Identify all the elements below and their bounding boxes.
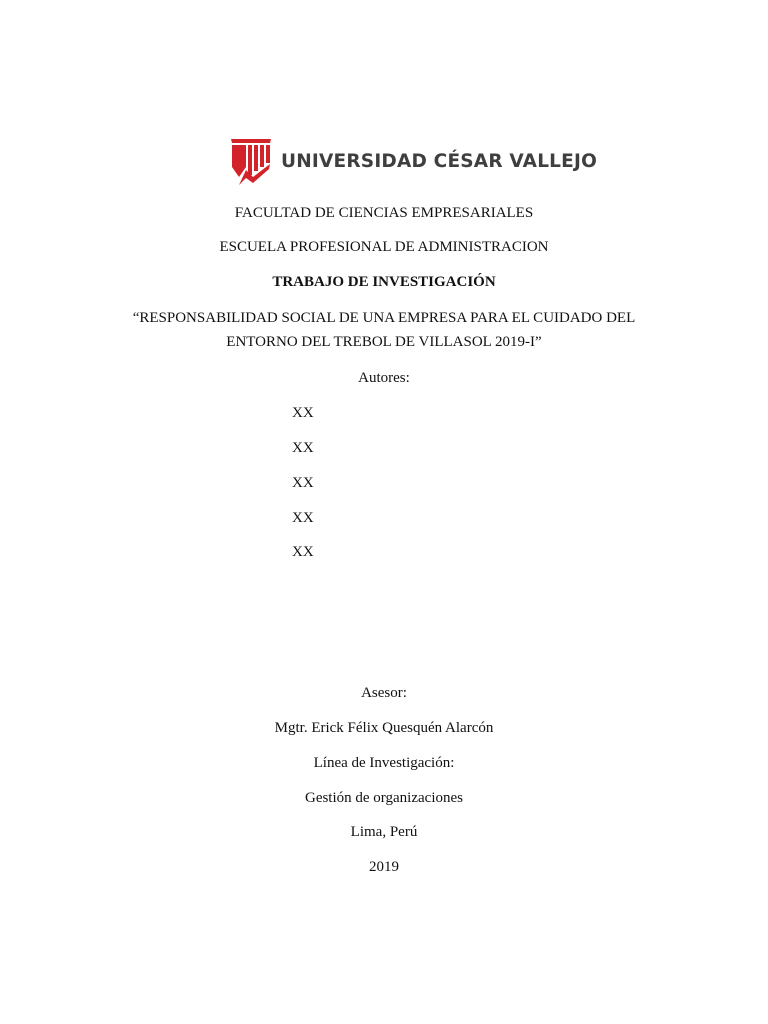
author-name: XX	[292, 510, 314, 526]
faculty-heading: FACULTAD DE CIENCIAS EMPRESARIALES	[234, 205, 534, 221]
author-name: XX	[292, 440, 314, 456]
school-heading: ESCUELA PROFESIONAL DE ADMINISTRACION	[219, 239, 549, 255]
year-text: 2019	[369, 859, 399, 875]
university-logo	[229, 137, 598, 187]
author-name: XX	[292, 475, 314, 491]
author-name: XX	[292, 544, 314, 560]
work-type-heading: TRABAJO DE INVESTIGACIÓN	[272, 274, 496, 290]
thesis-title-line-2: ENTORNO DEL TREBOL DE VILLASOL 2019-I”	[226, 334, 542, 350]
university-shield-icon	[229, 137, 273, 187]
authors-label: Autores:	[358, 370, 410, 386]
thesis-title-line-1: “RESPONSABILIDAD SOCIAL DE UNA EMPRESA PARA EL CUIDADO DEL	[132, 310, 636, 326]
author-name: XX	[292, 405, 314, 421]
advisor-label: Asesor:	[361, 685, 407, 701]
advisor-name: Mgtr. Erick Félix Quesquén Alarcón	[274, 720, 494, 736]
logo-text: UNIVERSIDAD CÉSAR VALLEJO	[281, 151, 598, 172]
research-line-value: Gestión de organizaciones	[304, 790, 463, 806]
place-text: Lima, Perú	[350, 824, 418, 840]
research-line-label: Línea de Investigación:	[313, 755, 455, 771]
